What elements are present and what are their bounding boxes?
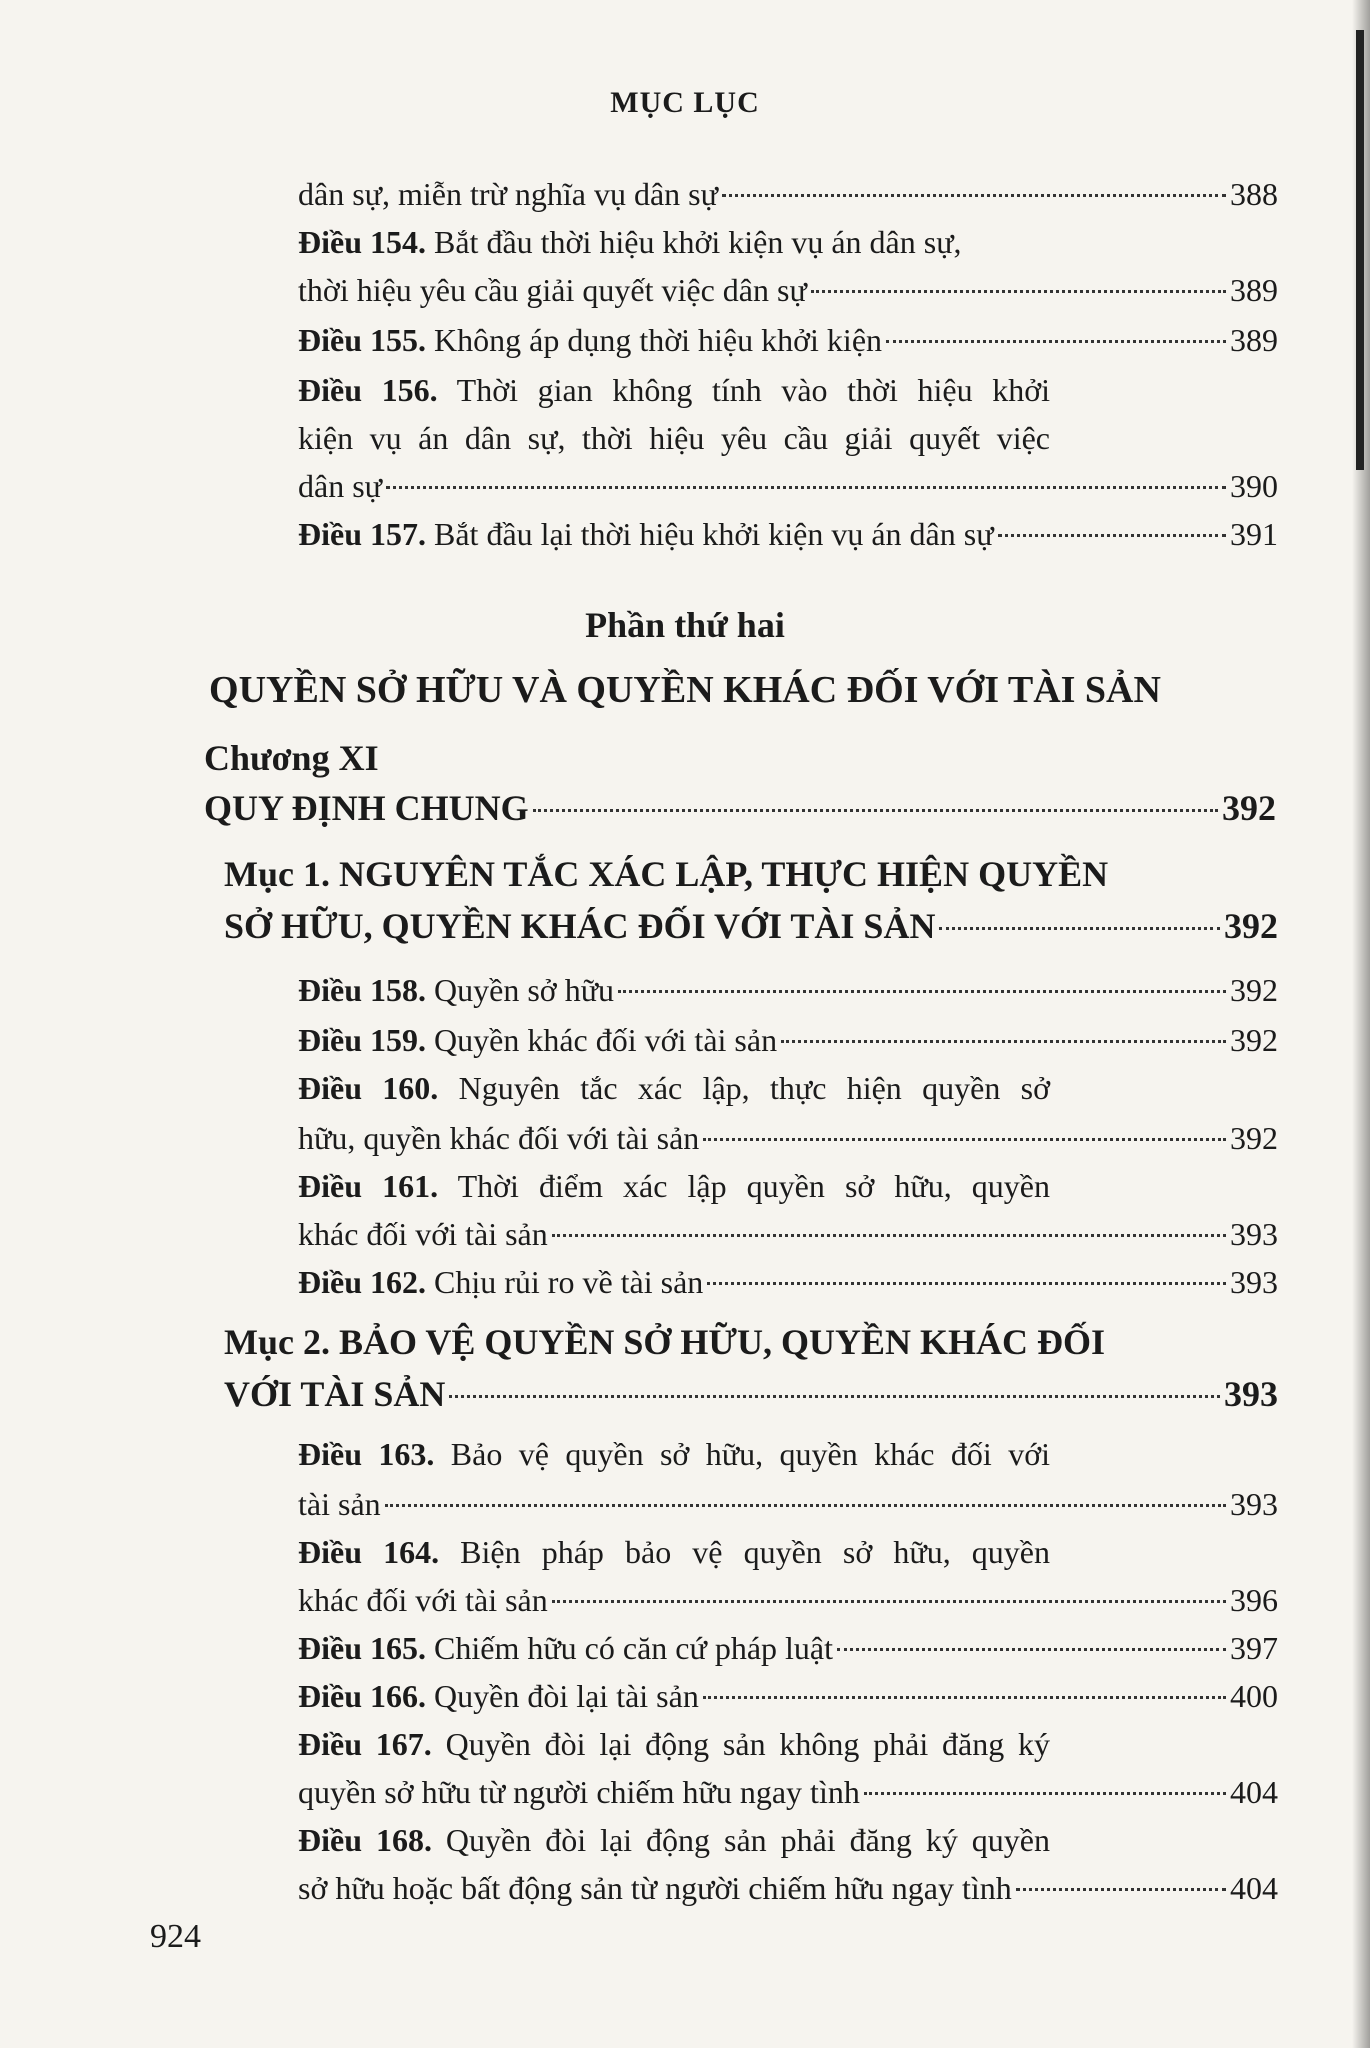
toc-entry: Điều 158. Quyền sở hữu 392: [298, 972, 1278, 1008]
toc-entry: hữu, quyền khác đối với tài sản 392: [298, 1120, 1278, 1156]
toc-entry: dân sự, miễn trừ nghĩa vụ dân sự 388: [298, 176, 1278, 212]
toc-entry: Điều 160. Nguyên tắc xác lập, thực hiện quyền sở: [298, 1070, 1051, 1106]
toc-entry: Điều 168. Quyền đòi lại động sản phải đăng ký quyền: [298, 1822, 1051, 1858]
toc-entry: thời hiệu yêu cầu giải quyết việc dân sự 389: [298, 272, 1278, 308]
toc-entry: sở hữu hoặc bất động sản từ người chiếm hữu ngay tình 404: [298, 1870, 1278, 1906]
part-label: Phần thứ hai: [585, 605, 785, 645]
running-head: MỤC LỤC: [610, 86, 760, 119]
toc-entry: Điều 154. Bắt đầu thời hiệu khởi kiện vụ án dân sự,: [298, 224, 962, 260]
toc-entry: Điều 161. Thời điểm xác lập quyền sở hữu, quyền: [298, 1168, 1051, 1204]
page-number: 924: [150, 1918, 201, 1955]
section-entry: SỞ HỮU, QUYỀN KHÁC ĐỐI VỚI TÀI SẢN 392: [224, 906, 1278, 946]
toc-entry: quyền sở hữu từ người chiếm hữu ngay tình 404: [298, 1774, 1278, 1810]
toc-entry: Điều 155. Không áp dụng thời hiệu khởi kiện 389: [298, 322, 1278, 358]
toc-entry: tài sản 393: [298, 1486, 1278, 1522]
section-entry: VỚI TÀI SẢN 393: [224, 1374, 1278, 1414]
toc-entry: Điều 165. Chiếm hữu có căn cứ pháp luật 397: [298, 1630, 1278, 1666]
toc-entry: Điều 166. Quyền đòi lại tài sản 400: [298, 1678, 1278, 1714]
toc-entry: Điều 164. Biện pháp bảo vệ quyền sở hữu, quyền: [298, 1534, 1051, 1570]
toc-entry: Điều 167. Quyền đòi lại động sản không phải đăng ký: [298, 1726, 1051, 1762]
toc-entry: Điều 163. Bảo vệ quyền sở hữu, quyền khác đối với: [298, 1436, 1051, 1472]
toc-entry: khác đối với tài sản 396: [298, 1582, 1278, 1618]
toc-entry: Điều 159. Quyền khác đối với tài sản 392: [298, 1022, 1278, 1058]
chapter-label: Chương XI: [204, 738, 379, 778]
section-heading: Mục 1. NGUYÊN TẮC XÁC LẬP, THỰC HIỆN QUYỀN: [224, 854, 1109, 894]
toc-entry: Điều 157. Bắt đầu lại thời hiệu khởi kiện vụ án dân sự 391: [298, 516, 1278, 552]
toc-entry: dân sự 390: [298, 468, 1278, 504]
toc-entry: Điều 162. Chịu rủi ro về tài sản 393: [298, 1264, 1278, 1300]
chapter-entry: QUY ĐỊNH CHUNG 392: [204, 788, 1276, 828]
toc-entry: khác đối với tài sản 393: [298, 1216, 1278, 1252]
toc-entry: Điều 156. Thời gian không tính vào thời hiệu khởi: [298, 372, 1051, 408]
section-heading: Mục 2. BẢO VỆ QUYỀN SỞ HỮU, QUYỀN KHÁC ĐỐI: [224, 1322, 1106, 1362]
toc-entry: kiện vụ án dân sự, thời hiệu yêu cầu giải quyết việc: [298, 420, 1050, 456]
part-title: QUYỀN SỞ HỮU VÀ QUYỀN KHÁC ĐỐI VỚI TÀI SẢN: [209, 669, 1161, 711]
